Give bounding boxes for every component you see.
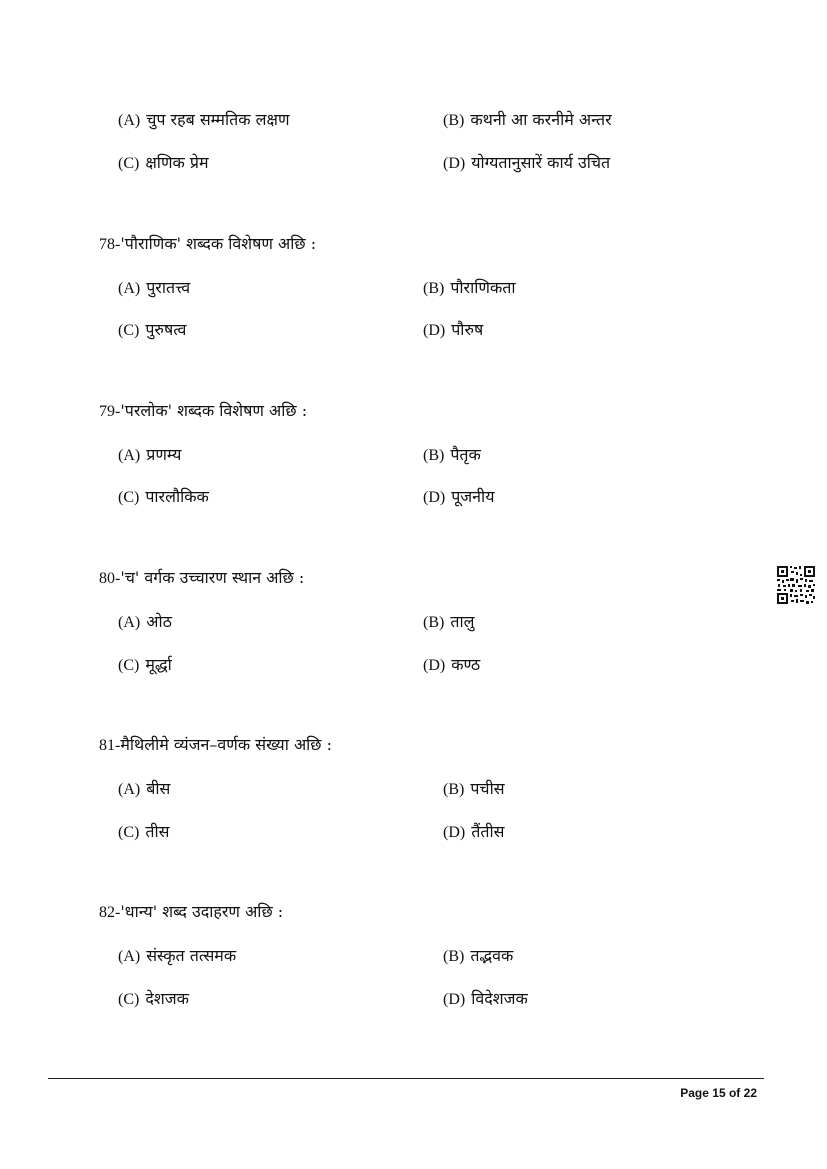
option-label: (C) <box>118 322 140 339</box>
option-d <box>443 153 610 174</box>
option-b <box>423 612 474 633</box>
option-label: (B) <box>443 781 465 798</box>
option-text: संस्कृत तत्समक <box>146 946 237 965</box>
option-a <box>118 946 236 967</box>
option-b <box>423 445 481 466</box>
question-80 <box>99 568 304 589</box>
option-label: (B) <box>423 447 445 464</box>
option-text: कथनी आ करनीमे अन्तर <box>470 110 612 129</box>
option-text: पुरुषत्व <box>145 320 187 339</box>
question-text: 'परलोक' शब्दक विशेषण अछि : <box>120 401 308 420</box>
option-text: क्षणिक प्रेम <box>145 153 209 172</box>
option-text: पुरातत्त्व <box>146 278 191 297</box>
question-78 <box>99 234 316 255</box>
question-number: 81- <box>99 737 121 754</box>
question-text: मैथिलीमे व्यंजन–वर्णक संख्या अछि : <box>120 735 332 754</box>
option-a <box>118 779 170 800</box>
option-label: (A) <box>118 614 141 631</box>
option-b <box>423 278 516 299</box>
option-label: (D) <box>423 322 446 339</box>
page-prefix: Page <box>680 1086 709 1100</box>
option-text: तैंतीस <box>471 822 505 841</box>
option-label: (A) <box>118 112 141 129</box>
option-label: (A) <box>118 447 141 464</box>
option-text: पौरुष <box>451 320 484 339</box>
option-b <box>443 110 612 131</box>
option-b <box>443 779 505 800</box>
question-81 <box>99 735 332 756</box>
option-text: पैतृक <box>450 445 481 464</box>
option-text: चुप रहब सम्मतिक लक्षण <box>146 110 290 129</box>
question-number: 79- <box>99 403 121 420</box>
page-total: 22 <box>743 1086 757 1100</box>
page-number <box>680 1086 757 1100</box>
option-label: (A) <box>118 781 141 798</box>
option-b <box>443 946 513 967</box>
option-d <box>423 487 494 508</box>
option-text: तीस <box>145 822 170 841</box>
option-c <box>118 822 169 843</box>
option-a <box>118 612 172 633</box>
page-current: 15 <box>712 1086 726 1100</box>
question-text: 'च' वर्गक उच्चारण स्थान अछि : <box>120 568 305 587</box>
option-c <box>118 655 172 676</box>
option-label: (A) <box>118 948 141 965</box>
option-label: (D) <box>443 991 466 1008</box>
qr-code-icon <box>776 565 816 605</box>
option-text: पारलौकिक <box>145 487 209 506</box>
question-79 <box>99 401 307 422</box>
option-c <box>118 487 209 508</box>
option-d <box>423 320 483 341</box>
option-text: विदेशजक <box>471 989 528 1008</box>
option-text: देशजक <box>145 989 189 1008</box>
option-text: योग्यतानुसारें कार्य उचित <box>471 153 611 172</box>
option-text: तालु <box>450 612 475 631</box>
option-c <box>118 320 186 341</box>
option-label: (C) <box>118 991 140 1008</box>
option-label: (D) <box>443 824 466 841</box>
option-label: (B) <box>443 948 465 965</box>
option-text: पौराणिकता <box>450 278 516 297</box>
option-a <box>118 110 290 131</box>
option-text: पूजनीय <box>451 487 495 506</box>
page-of: of <box>728 1086 741 1100</box>
option-label: (C) <box>118 489 140 506</box>
option-d <box>443 822 504 843</box>
question-82 <box>99 902 283 923</box>
question-text: 'पौराणिक' शब्दक विशेषण अछि : <box>120 234 317 253</box>
option-label: (B) <box>423 280 445 297</box>
option-c <box>118 989 189 1010</box>
option-a <box>118 278 190 299</box>
question-number: 78- <box>99 236 121 253</box>
option-text: बीस <box>146 779 171 798</box>
option-label: (C) <box>118 155 140 172</box>
option-d <box>443 989 528 1010</box>
option-label: (D) <box>423 489 446 506</box>
option-a <box>118 445 181 466</box>
option-c <box>118 153 209 174</box>
option-text: ओठ <box>146 612 172 631</box>
option-text: कण्ठ <box>451 655 481 674</box>
option-text: मूर्द्धा <box>145 655 172 674</box>
option-text: तद्भवक <box>470 946 514 965</box>
option-label: (A) <box>118 280 141 297</box>
footer-divider <box>48 1078 764 1079</box>
option-label: (C) <box>118 824 140 841</box>
question-text: 'धान्य' शब्द उदाहरण अछि : <box>120 902 284 921</box>
option-label: (D) <box>443 155 466 172</box>
question-number: 80- <box>99 570 121 587</box>
option-d <box>423 655 480 676</box>
option-text: प्रणम्य <box>146 445 182 464</box>
option-label: (B) <box>443 112 465 129</box>
option-label: (D) <box>423 657 446 674</box>
option-label: (B) <box>423 614 445 631</box>
question-number: 82- <box>99 904 121 921</box>
option-text: पचीस <box>470 779 505 798</box>
option-label: (C) <box>118 657 140 674</box>
